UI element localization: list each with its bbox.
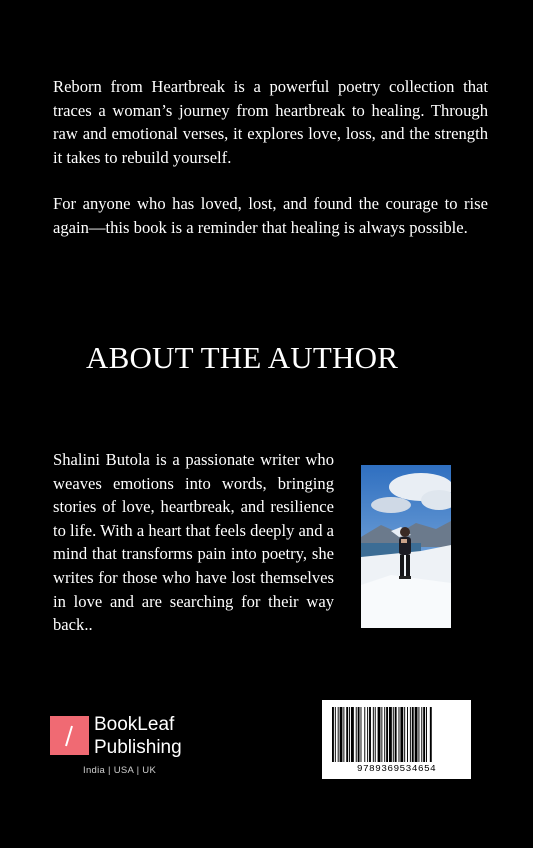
barcode-bar bbox=[381, 707, 382, 762]
barcode-bar bbox=[340, 707, 343, 762]
barcode-bar bbox=[426, 707, 427, 762]
barcode-bar bbox=[389, 707, 392, 762]
barcode-bars bbox=[332, 707, 461, 762]
publisher-name bbox=[94, 713, 182, 759]
barcode-bar bbox=[421, 707, 422, 762]
publisher-name-line1: BookLeaf bbox=[94, 714, 175, 735]
barcode-bar bbox=[393, 707, 394, 762]
barcode-bar bbox=[378, 707, 381, 762]
isbn-number: 9789369534654 bbox=[356, 763, 437, 774]
isbn-barcode bbox=[322, 700, 471, 779]
barcode-bar bbox=[332, 707, 334, 762]
about-author-heading: ABOUT THE AUTHOR bbox=[86, 340, 399, 375]
barcode-bar bbox=[367, 707, 368, 762]
barcode-bar bbox=[430, 707, 432, 762]
barcode-bar bbox=[375, 707, 376, 762]
barcode-bar bbox=[373, 707, 374, 762]
bookleaf-logo-icon bbox=[50, 716, 89, 755]
publisher-regions: India | USA | UK bbox=[83, 765, 157, 776]
barcode-bar bbox=[369, 707, 371, 762]
barcode-bar bbox=[400, 707, 403, 762]
barcode-bar bbox=[356, 707, 357, 762]
barcode-bar bbox=[412, 707, 414, 762]
author-photo bbox=[361, 465, 451, 628]
barcode-bar bbox=[395, 707, 397, 762]
barcode-bar bbox=[418, 707, 419, 762]
barcode-bar bbox=[338, 707, 339, 762]
barcode-bar bbox=[351, 707, 354, 762]
barcode-bar bbox=[349, 707, 350, 762]
barcode-bar bbox=[335, 707, 336, 762]
blurb-paragraph-2: For anyone who has loved, lost, and found the courage to rise again—this book is a reminder that healing is always possible. bbox=[53, 194, 488, 237]
barcode-bar bbox=[346, 707, 348, 762]
barcode-bar bbox=[361, 707, 362, 762]
barcode-bar bbox=[423, 707, 425, 762]
publisher-name-line2: Publishing bbox=[94, 737, 182, 758]
barcode-bar bbox=[386, 707, 388, 762]
barcode-bar bbox=[410, 707, 411, 762]
barcode-bar bbox=[407, 707, 408, 762]
back-cover-blurb bbox=[53, 75, 488, 240]
barcode-bar bbox=[384, 707, 385, 762]
barcode-bar bbox=[415, 707, 418, 762]
author-bio: Shalini Butola is a passionate writer who weaves emotions into words, bringing stories of love, heartbreak, and resilience to life. With a heart that feels deeply and a mind that transforms pain into poetry, she writes for those who have lost themselves in love and are searching for their way back.. bbox=[53, 450, 335, 635]
barcode-bar bbox=[399, 707, 400, 762]
barcode-bar bbox=[364, 707, 365, 762]
barcode-bar bbox=[343, 707, 344, 762]
blurb-paragraph-1: Reborn from Heartbreak is a powerful poetry collection that traces a woman’s journey from heartbreak to healing. Through raw and emotional verses, it explores love, loss, and the strength it takes to rebuild yourself. bbox=[53, 77, 488, 167]
barcode-bar bbox=[404, 707, 405, 762]
barcode-bar bbox=[358, 707, 360, 762]
